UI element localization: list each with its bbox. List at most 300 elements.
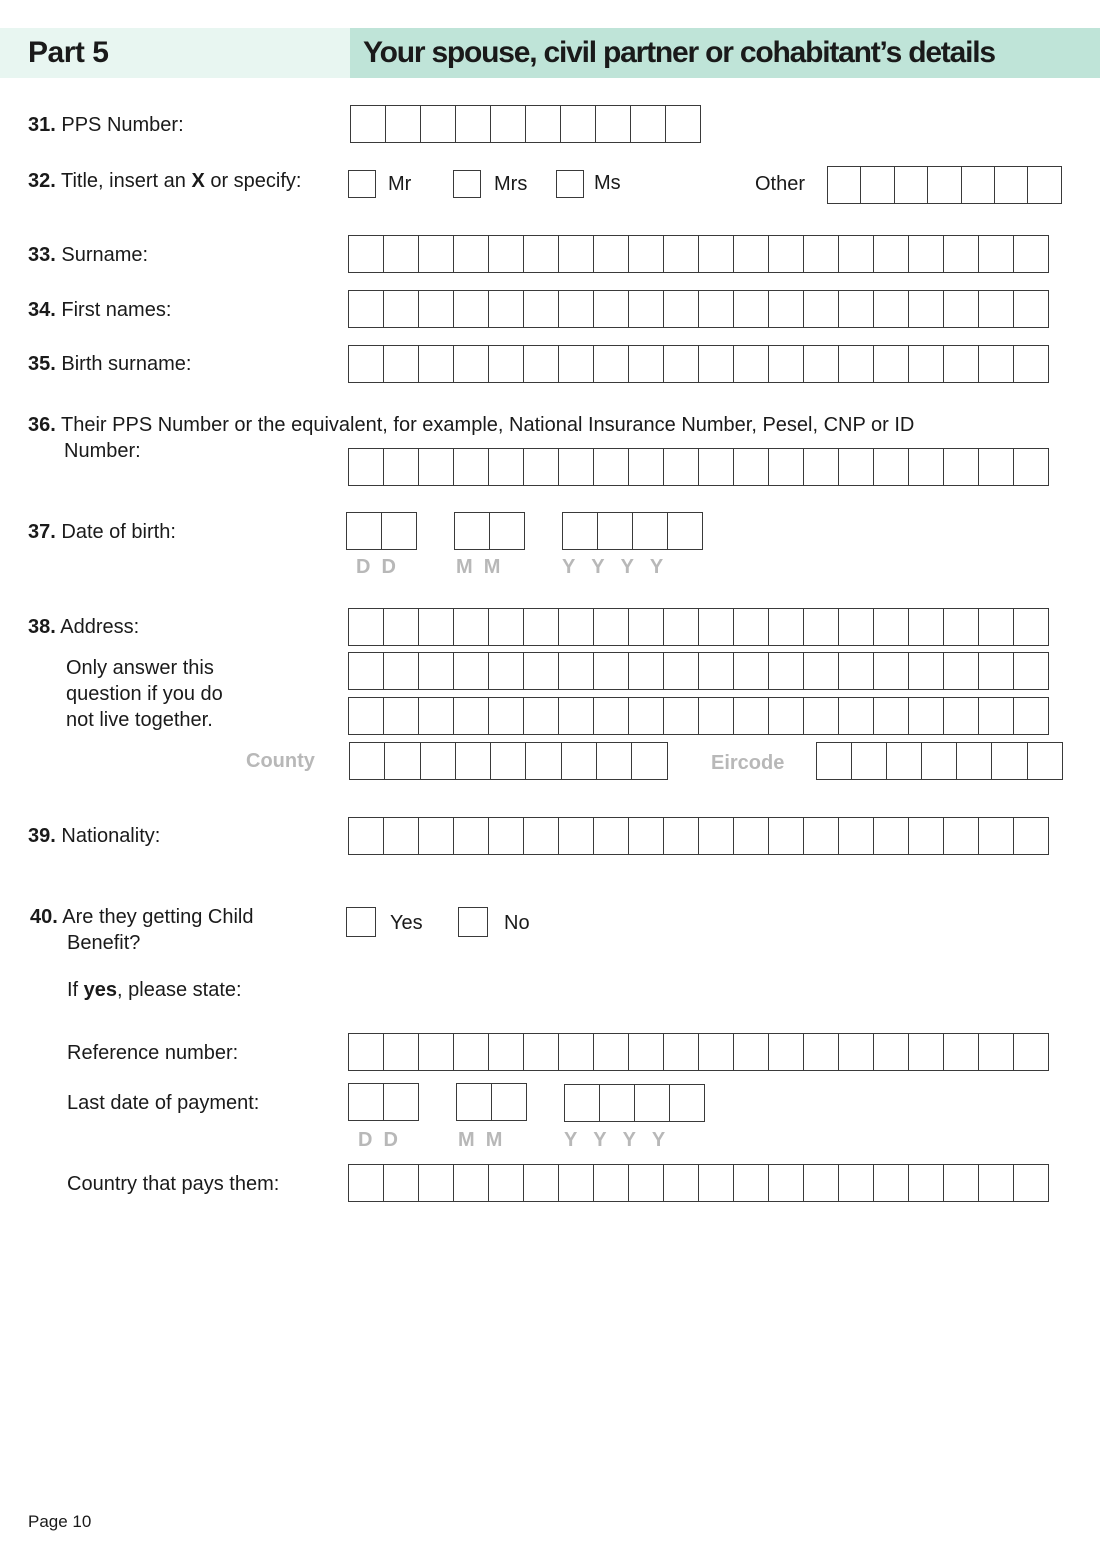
- char-box[interactable]: [978, 1164, 1014, 1202]
- char-box[interactable]: [698, 1033, 734, 1071]
- char-box[interactable]: [943, 817, 979, 855]
- char-box[interactable]: [943, 608, 979, 646]
- q38-note-line3: not live together.: [66, 709, 213, 731]
- char-box[interactable]: [488, 1164, 524, 1202]
- paying-country-field[interactable]: [348, 1164, 1048, 1202]
- char-box[interactable]: [851, 742, 887, 780]
- char-box[interactable]: [383, 235, 419, 273]
- char-box[interactable]: [803, 448, 839, 486]
- char-box[interactable]: [733, 345, 769, 383]
- char-box[interactable]: [873, 697, 909, 735]
- char-box[interactable]: [564, 1084, 600, 1122]
- q40-text-line2: Benefit?: [67, 932, 141, 954]
- char-box[interactable]: [349, 742, 385, 780]
- char-box[interactable]: [348, 1033, 384, 1071]
- char-box[interactable]: [894, 166, 928, 204]
- dob-year-field[interactable]: [562, 512, 702, 550]
- reference-number-label: Reference number:: [67, 1042, 239, 1064]
- char-box[interactable]: [593, 1033, 629, 1071]
- char-box[interactable]: [873, 1033, 909, 1071]
- char-box[interactable]: [348, 817, 384, 855]
- char-box[interactable]: [348, 235, 384, 273]
- char-box[interactable]: [488, 290, 524, 328]
- char-box[interactable]: [838, 448, 874, 486]
- char-box[interactable]: [768, 652, 804, 690]
- if-yes-text-c: , please state:: [117, 979, 242, 1001]
- char-box[interactable]: [733, 817, 769, 855]
- char-box[interactable]: [873, 448, 909, 486]
- char-box[interactable]: [596, 742, 632, 780]
- dob-year-hint: Y Y Y Y: [562, 556, 664, 578]
- dob-day-hint: D D: [356, 556, 396, 578]
- char-box[interactable]: [628, 290, 664, 328]
- char-box[interactable]: [991, 742, 1027, 780]
- char-box[interactable]: [418, 1033, 454, 1071]
- char-box[interactable]: [558, 235, 594, 273]
- char-box[interactable]: [838, 608, 874, 646]
- child-benefit-yes-checkbox[interactable]: [346, 907, 376, 937]
- char-box[interactable]: [593, 235, 629, 273]
- char-box[interactable]: [490, 742, 526, 780]
- char-box[interactable]: [523, 608, 559, 646]
- char-box[interactable]: [908, 290, 944, 328]
- char-box[interactable]: [488, 1033, 524, 1071]
- char-box[interactable]: [978, 290, 1014, 328]
- address-line2-field[interactable]: [348, 652, 1048, 690]
- char-box[interactable]: [803, 345, 839, 383]
- char-box[interactable]: [418, 817, 454, 855]
- char-box[interactable]: [628, 345, 664, 383]
- q36-text-line1: Their PPS Number or the equivalent, for example, National Insurance Number, Pesel, CNP or ID: [61, 414, 915, 436]
- char-box[interactable]: [978, 817, 1014, 855]
- char-box[interactable]: [663, 290, 699, 328]
- q33-label: [28, 242, 148, 268]
- address-line3-field[interactable]: [348, 697, 1048, 735]
- char-box[interactable]: [803, 608, 839, 646]
- county-field[interactable]: [349, 742, 667, 780]
- char-box[interactable]: [488, 697, 524, 735]
- char-box[interactable]: [803, 652, 839, 690]
- char-box[interactable]: [733, 697, 769, 735]
- char-box[interactable]: [558, 817, 594, 855]
- q32-text-a: Title, insert an: [61, 170, 192, 192]
- char-box[interactable]: [558, 290, 594, 328]
- char-box[interactable]: [523, 652, 559, 690]
- char-box[interactable]: [593, 697, 629, 735]
- char-box[interactable]: [943, 697, 979, 735]
- char-box[interactable]: [523, 1164, 559, 1202]
- char-box[interactable]: [453, 1164, 489, 1202]
- char-box[interactable]: [593, 448, 629, 486]
- char-box[interactable]: [628, 1164, 664, 1202]
- char-box[interactable]: [597, 512, 633, 550]
- char-box[interactable]: [418, 448, 454, 486]
- char-box[interactable]: [420, 105, 456, 143]
- char-box[interactable]: [873, 345, 909, 383]
- char-box[interactable]: [667, 512, 703, 550]
- char-box[interactable]: [383, 345, 419, 383]
- char-box[interactable]: [733, 1164, 769, 1202]
- char-box[interactable]: [488, 235, 524, 273]
- char-box[interactable]: [523, 1033, 559, 1071]
- char-box[interactable]: [698, 235, 734, 273]
- char-box[interactable]: [943, 1033, 979, 1071]
- char-box[interactable]: [558, 697, 594, 735]
- char-box[interactable]: [453, 235, 489, 273]
- first-names-field[interactable]: [348, 290, 1048, 328]
- char-box[interactable]: [348, 697, 384, 735]
- nationality-field[interactable]: [348, 817, 1048, 855]
- char-box[interactable]: [733, 448, 769, 486]
- char-box[interactable]: [873, 290, 909, 328]
- char-box[interactable]: [453, 697, 489, 735]
- char-box[interactable]: [628, 235, 664, 273]
- char-box[interactable]: [454, 512, 490, 550]
- char-box[interactable]: [827, 166, 861, 204]
- title-other-field[interactable]: [827, 166, 1061, 204]
- char-box[interactable]: [418, 345, 454, 383]
- char-box[interactable]: [384, 742, 420, 780]
- q40-label: [30, 904, 254, 930]
- char-box[interactable]: [628, 817, 664, 855]
- char-box[interactable]: [455, 105, 491, 143]
- char-box[interactable]: [383, 652, 419, 690]
- char-box[interactable]: [488, 817, 524, 855]
- char-box[interactable]: [873, 235, 909, 273]
- char-box[interactable]: [383, 1033, 419, 1071]
- char-box[interactable]: [698, 290, 734, 328]
- char-box[interactable]: [978, 235, 1014, 273]
- char-box[interactable]: [453, 817, 489, 855]
- char-box[interactable]: [803, 290, 839, 328]
- char-box[interactable]: [816, 742, 852, 780]
- char-box[interactable]: [383, 290, 419, 328]
- char-box[interactable]: [663, 235, 699, 273]
- char-box[interactable]: [908, 345, 944, 383]
- eircode-field[interactable]: [816, 742, 1062, 780]
- char-box[interactable]: [838, 345, 874, 383]
- dob-day-field[interactable]: [346, 512, 416, 550]
- char-box[interactable]: [488, 345, 524, 383]
- char-box[interactable]: [593, 1164, 629, 1202]
- char-box[interactable]: [860, 166, 894, 204]
- char-box[interactable]: [943, 652, 979, 690]
- char-box[interactable]: [418, 235, 454, 273]
- char-box[interactable]: [348, 652, 384, 690]
- char-box[interactable]: [768, 290, 804, 328]
- char-box[interactable]: [1013, 1033, 1049, 1071]
- char-box[interactable]: [838, 697, 874, 735]
- char-box[interactable]: [628, 608, 664, 646]
- char-box[interactable]: [418, 1164, 454, 1202]
- q40-text-line1: Are they getting Child: [62, 906, 254, 928]
- char-box[interactable]: [1013, 345, 1049, 383]
- address-line1-field[interactable]: [348, 608, 1048, 646]
- char-box[interactable]: [1013, 652, 1049, 690]
- char-box[interactable]: [348, 290, 384, 328]
- char-box[interactable]: [383, 448, 419, 486]
- char-box[interactable]: [768, 1164, 804, 1202]
- q38-text: Address:: [60, 616, 140, 638]
- char-box[interactable]: [348, 1083, 384, 1121]
- char-box[interactable]: [558, 652, 594, 690]
- char-box[interactable]: [453, 1033, 489, 1071]
- char-box[interactable]: [663, 448, 699, 486]
- char-box[interactable]: [630, 105, 666, 143]
- char-box[interactable]: [873, 1164, 909, 1202]
- char-box[interactable]: [632, 512, 668, 550]
- char-box[interactable]: [593, 608, 629, 646]
- char-box[interactable]: [733, 608, 769, 646]
- char-box[interactable]: [803, 697, 839, 735]
- char-box[interactable]: [768, 608, 804, 646]
- char-box[interactable]: [346, 512, 382, 550]
- char-box[interactable]: [943, 235, 979, 273]
- char-box[interactable]: [908, 697, 944, 735]
- char-box[interactable]: [525, 742, 561, 780]
- q39-label: [28, 823, 160, 849]
- q33-number: 33.: [28, 244, 56, 266]
- char-box[interactable]: [385, 105, 421, 143]
- char-box[interactable]: [523, 290, 559, 328]
- char-box[interactable]: [488, 448, 524, 486]
- char-box[interactable]: [886, 742, 922, 780]
- char-box[interactable]: [961, 166, 995, 204]
- char-box[interactable]: [383, 1164, 419, 1202]
- char-box[interactable]: [665, 105, 701, 143]
- eircode-label: Eircode: [711, 752, 785, 774]
- if-yes-text-b: yes: [83, 979, 118, 1001]
- char-box[interactable]: [978, 345, 1014, 383]
- dob-month-hint: M M: [456, 556, 501, 578]
- last-payment-month-field[interactable]: [456, 1083, 526, 1121]
- char-box[interactable]: [628, 697, 664, 735]
- char-box[interactable]: [978, 697, 1014, 735]
- char-box[interactable]: [593, 290, 629, 328]
- char-box[interactable]: [383, 608, 419, 646]
- char-box[interactable]: [488, 608, 524, 646]
- char-box[interactable]: [1027, 166, 1061, 204]
- char-box[interactable]: [908, 448, 944, 486]
- char-box[interactable]: [418, 608, 454, 646]
- char-box[interactable]: [698, 1164, 734, 1202]
- char-box[interactable]: [523, 817, 559, 855]
- child-benefit-no-checkbox[interactable]: [458, 907, 488, 937]
- char-box[interactable]: [733, 1033, 769, 1071]
- child-benefit-yes-label: Yes: [390, 912, 423, 934]
- char-box[interactable]: [768, 345, 804, 383]
- q33-text: Surname:: [61, 244, 149, 266]
- char-box[interactable]: [838, 235, 874, 273]
- char-box[interactable]: [383, 817, 419, 855]
- char-box[interactable]: [978, 448, 1014, 486]
- q31-label: [28, 112, 184, 138]
- char-box[interactable]: [838, 817, 874, 855]
- char-box[interactable]: [455, 742, 491, 780]
- char-box[interactable]: [420, 742, 456, 780]
- char-box[interactable]: [873, 652, 909, 690]
- char-box[interactable]: [560, 105, 596, 143]
- reference-number-field[interactable]: [348, 1033, 1048, 1071]
- char-box[interactable]: [768, 235, 804, 273]
- char-box[interactable]: [803, 817, 839, 855]
- q34-number: 34.: [28, 299, 56, 321]
- char-box[interactable]: [418, 290, 454, 328]
- char-box[interactable]: [768, 817, 804, 855]
- char-box[interactable]: [733, 652, 769, 690]
- last-payment-year-field[interactable]: [564, 1084, 704, 1122]
- char-box[interactable]: [453, 290, 489, 328]
- char-box[interactable]: [698, 608, 734, 646]
- char-box[interactable]: [663, 697, 699, 735]
- char-box[interactable]: [908, 1164, 944, 1202]
- char-box[interactable]: [1013, 448, 1049, 486]
- title-mrs-checkbox[interactable]: [453, 170, 481, 198]
- char-box[interactable]: [943, 1164, 979, 1202]
- char-box[interactable]: [669, 1084, 705, 1122]
- char-box[interactable]: [733, 290, 769, 328]
- char-box[interactable]: [490, 105, 526, 143]
- char-box[interactable]: [873, 608, 909, 646]
- char-box[interactable]: [418, 652, 454, 690]
- char-box[interactable]: [663, 652, 699, 690]
- char-box[interactable]: [768, 448, 804, 486]
- char-box[interactable]: [634, 1084, 670, 1122]
- surname-field[interactable]: [348, 235, 1048, 273]
- char-box[interactable]: [1027, 742, 1063, 780]
- char-box[interactable]: [381, 512, 417, 550]
- char-box[interactable]: [348, 345, 384, 383]
- title-ms-label: Ms: [594, 172, 621, 194]
- char-box[interactable]: [1013, 817, 1049, 855]
- birth-surname-field[interactable]: [348, 345, 1048, 383]
- char-box[interactable]: [908, 817, 944, 855]
- q35-text: Birth surname:: [61, 353, 192, 375]
- char-box[interactable]: [908, 608, 944, 646]
- char-box[interactable]: [663, 608, 699, 646]
- char-box[interactable]: [348, 448, 384, 486]
- char-box[interactable]: [489, 512, 525, 550]
- char-box[interactable]: [698, 817, 734, 855]
- char-box[interactable]: [525, 105, 561, 143]
- char-box[interactable]: [1013, 608, 1049, 646]
- char-box[interactable]: [350, 105, 386, 143]
- char-box[interactable]: [1013, 235, 1049, 273]
- char-box[interactable]: [698, 697, 734, 735]
- char-box[interactable]: [383, 1083, 419, 1121]
- char-box[interactable]: [628, 652, 664, 690]
- title-other-label: Other: [755, 173, 806, 195]
- foreign-id-number-field[interactable]: [348, 448, 1048, 486]
- char-box[interactable]: [921, 742, 957, 780]
- char-box[interactable]: [593, 817, 629, 855]
- char-box[interactable]: [628, 1033, 664, 1071]
- char-box[interactable]: [523, 448, 559, 486]
- char-box[interactable]: [803, 235, 839, 273]
- pps-number-field[interactable]: [350, 105, 700, 143]
- char-box[interactable]: [838, 1164, 874, 1202]
- char-box[interactable]: [803, 1164, 839, 1202]
- char-box[interactable]: [803, 1033, 839, 1071]
- char-box[interactable]: [348, 1164, 384, 1202]
- char-box[interactable]: [558, 1033, 594, 1071]
- char-box[interactable]: [768, 1033, 804, 1071]
- char-box[interactable]: [593, 652, 629, 690]
- char-box[interactable]: [908, 1033, 944, 1071]
- char-box[interactable]: [733, 235, 769, 273]
- char-box[interactable]: [1013, 1164, 1049, 1202]
- char-box[interactable]: [943, 345, 979, 383]
- char-box[interactable]: [558, 448, 594, 486]
- char-box[interactable]: [838, 652, 874, 690]
- char-box[interactable]: [1013, 697, 1049, 735]
- char-box[interactable]: [908, 652, 944, 690]
- char-box[interactable]: [873, 817, 909, 855]
- char-box[interactable]: [383, 697, 419, 735]
- char-box[interactable]: [453, 608, 489, 646]
- char-box[interactable]: [523, 345, 559, 383]
- dob-month-field[interactable]: [454, 512, 524, 550]
- char-box[interactable]: [488, 652, 524, 690]
- char-box[interactable]: [768, 697, 804, 735]
- char-box[interactable]: [663, 1033, 699, 1071]
- char-box[interactable]: [453, 652, 489, 690]
- char-box[interactable]: [943, 290, 979, 328]
- char-box[interactable]: [593, 345, 629, 383]
- q38-note-line1: Only answer this: [66, 657, 214, 679]
- char-box[interactable]: [838, 1033, 874, 1071]
- char-box[interactable]: [978, 1033, 1014, 1071]
- last-payment-day-field[interactable]: [348, 1083, 418, 1121]
- char-box[interactable]: [838, 290, 874, 328]
- char-box[interactable]: [491, 1083, 527, 1121]
- char-box[interactable]: [595, 105, 631, 143]
- char-box[interactable]: [1013, 290, 1049, 328]
- title-mr-checkbox[interactable]: [348, 170, 376, 198]
- char-box[interactable]: [558, 345, 594, 383]
- char-box[interactable]: [558, 1164, 594, 1202]
- char-box[interactable]: [599, 1084, 635, 1122]
- char-box[interactable]: [562, 512, 598, 550]
- char-box[interactable]: [663, 345, 699, 383]
- char-box[interactable]: [908, 235, 944, 273]
- char-box[interactable]: [456, 1083, 492, 1121]
- char-box[interactable]: [698, 448, 734, 486]
- char-box[interactable]: [698, 345, 734, 383]
- char-box[interactable]: [418, 697, 454, 735]
- char-box[interactable]: [558, 608, 594, 646]
- char-box[interactable]: [994, 166, 1028, 204]
- title-ms-checkbox[interactable]: [556, 170, 584, 198]
- char-box[interactable]: [631, 742, 667, 780]
- char-box[interactable]: [978, 652, 1014, 690]
- char-box[interactable]: [523, 235, 559, 273]
- q32-number: 32.: [28, 170, 56, 192]
- char-box[interactable]: [927, 166, 961, 204]
- char-box[interactable]: [453, 448, 489, 486]
- char-box[interactable]: [453, 345, 489, 383]
- char-box[interactable]: [561, 742, 597, 780]
- char-box[interactable]: [978, 608, 1014, 646]
- char-box[interactable]: [348, 608, 384, 646]
- char-box[interactable]: [943, 448, 979, 486]
- char-box[interactable]: [628, 448, 664, 486]
- char-box[interactable]: [663, 817, 699, 855]
- char-box[interactable]: [663, 1164, 699, 1202]
- char-box[interactable]: [956, 742, 992, 780]
- char-box[interactable]: [523, 697, 559, 735]
- char-box[interactable]: [698, 652, 734, 690]
